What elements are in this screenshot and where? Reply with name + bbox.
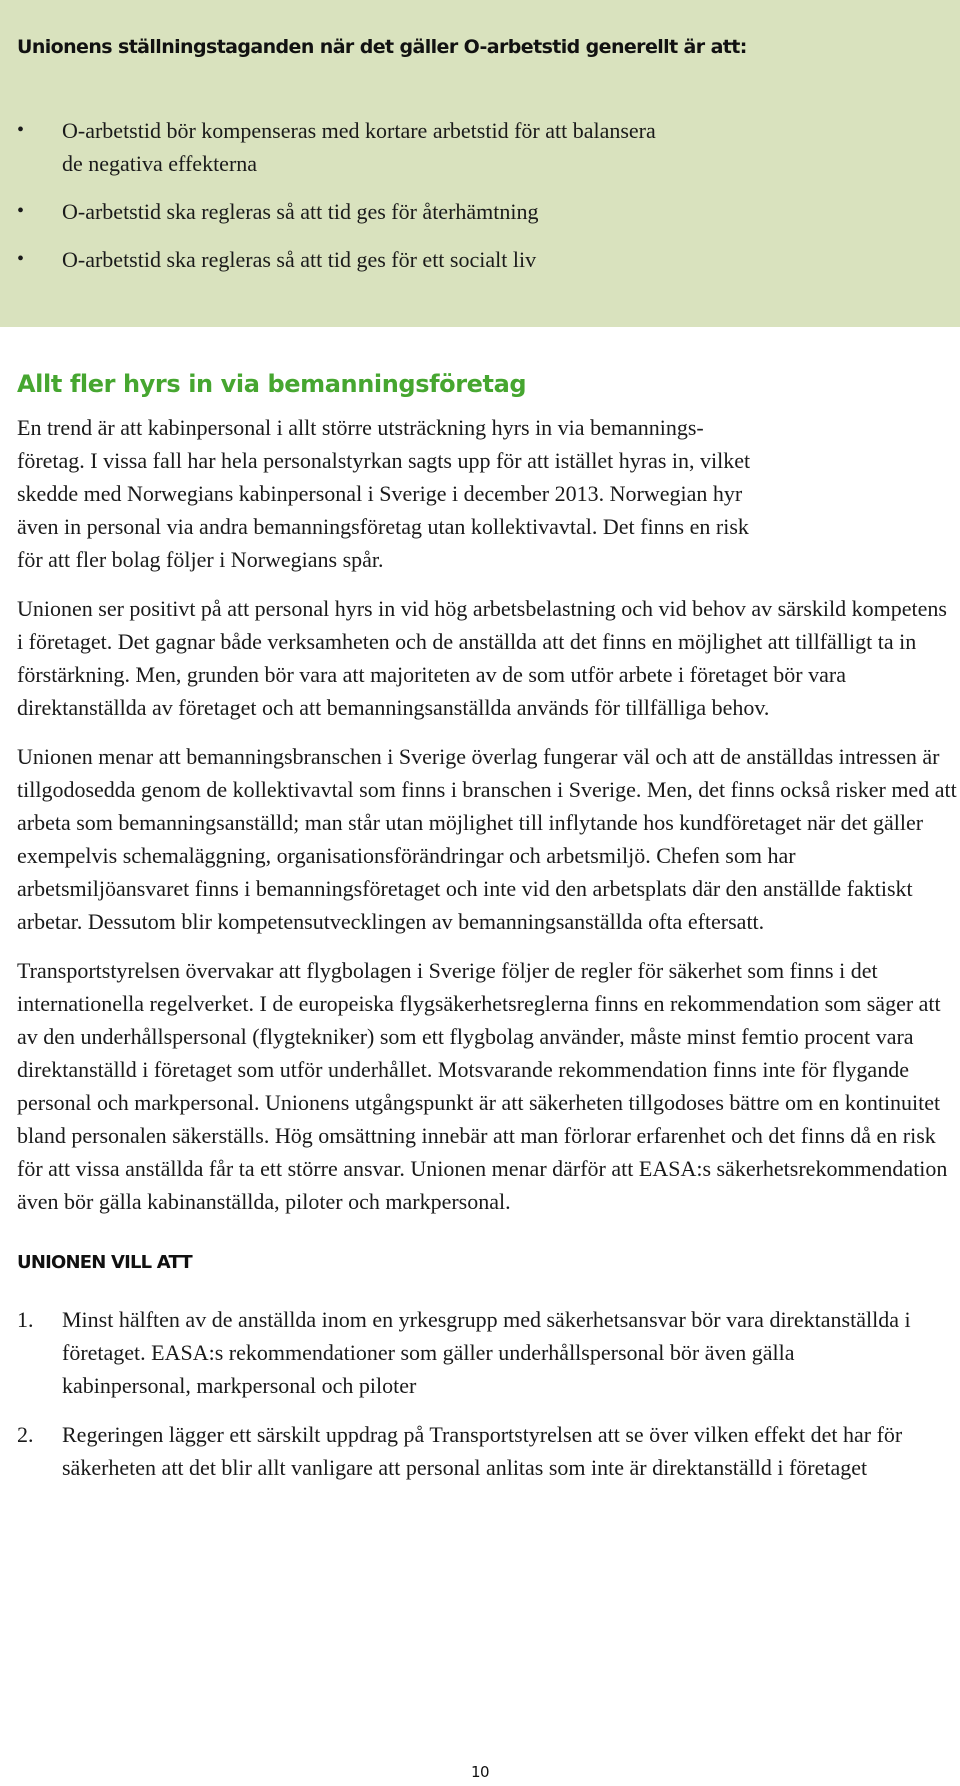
list-item-text: O-arbetstid bör kompenseras med kortare arbetstid för att balansera	[62, 118, 656, 143]
body-text	[17, 411, 957, 1500]
list-number: 1.	[17, 1307, 34, 1332]
box-heading: Unionens ställningstaganden när det gäller O-arbetstid generellt är att:	[17, 36, 747, 58]
box-bullet-list	[0, 114, 900, 291]
page-number: 10	[470, 1763, 490, 1781]
list-item-text: O-arbetstid ska regleras så att tid ges för ett socialt liv	[62, 247, 537, 272]
list-item-text: de negativa effekterna	[62, 151, 258, 176]
paragraph: Unionen ser positivt på att personal hyrs in vid hög arbetsbelastning och vid behov av särskild kompetens i företaget. Det gagnar både verksamheten och de anställda att det finns en möjlighet att tillfälligt ta in förstärkning. Men, grunden bör vara att majoriteten av de som utför arbete i företaget bör vara direktanställda av företaget och att bemanningsanställda används för tillfälliga behov.	[17, 596, 947, 720]
list-item	[0, 243, 900, 276]
list-item	[17, 1303, 917, 1402]
list-item-text: Minst hälften av de anställda inom en yrkesgrupp med säkerhetsansvar bör vara direktanställda i företaget. EASA:s rekommendationer som gäller underhållspersonal bör även gälla kabinpersonal, markpersonal och piloter	[62, 1307, 911, 1398]
paragraph: Unionen menar att bemanningsbranschen i Sverige överlag fungerar väl och att de anställdas intressen är tillgodosedda genom de kollektivavtal som finns i branschen i Sverige. Men, det finns också risker med att arbeta som bemanningsanställd; man står utan möjlighet till inflytande hos kundföretaget när det gäller exempelvis schemaläggning, organisationsförändringar och arbetsmiljö. Chefen som har arbetsmiljöansvaret finns i bemanningsföretaget och inte vid den arbetsplats där den anställde faktiskt arbetar. Dessutom blir kompetensutvecklingen av bemanningsanställda ofta eftersatt.	[17, 744, 957, 934]
paragraph-line: företag. I vissa fall har hela personalstyrkan sagts upp för att istället hyras in, vilket	[17, 448, 751, 473]
paragraph-line: även in personal via andra bemanningsföretag utan kollektivavtal. Det finns en risk	[17, 514, 749, 539]
paragraph-line: En trend är att kabinpersonal i allt större utsträckning hyrs in via bemannings-	[17, 415, 704, 440]
list-item-text: Regeringen lägger ett särskilt uppdrag på Transportstyrelsen att se över vilken effekt det har för säkerheten att det blir allt vanligare att personal anlitas som inte är direktanställd i företaget	[62, 1422, 903, 1480]
section-heading: Allt fler hyrs in via bemanningsföretag	[17, 370, 527, 398]
position-statement-box	[0, 0, 960, 327]
list-item	[17, 1418, 917, 1484]
demands-list	[17, 1303, 917, 1484]
bullet-icon: •	[17, 200, 25, 222]
bullet-icon: •	[17, 248, 25, 270]
paragraph	[17, 411, 957, 576]
list-item	[0, 114, 900, 180]
paragraph-line: skedde med Norwegians kabinpersonal i Sverige i december 2013. Norwegian hyr	[17, 481, 743, 506]
list-item-text: O-arbetstid ska regleras så att tid ges för återhämtning	[62, 199, 539, 224]
list-item	[0, 195, 900, 228]
list-number: 2.	[17, 1422, 34, 1447]
paragraph: Transportstyrelsen övervakar att flygbolagen i Sverige följer de regler för säkerhet som finns i det internationella regelverket. I de europeiska flygsäkerhetsreglerna finns en rekommendation som säger att av den underhållspersonal (flygtekniker) som ett flygbolag använder, måste minst femtio procent vara direktanställd i företaget som utför underhållet. Motsvarande rekommendation finns inte för flygande personal och markpersonal. Unionens utgångspunkt är att säkerheten tillgodoses bättre om en kontinuitet bland personalen säkerställs. Hög omsättning innebär att man förlorar erfarenhet och det finns då en risk för att vissa anställda får ta ett större ansvar. Unionen menar därför att EASA:s säkerhetsrekommendation även bör gälla kabinanställda, piloter och markpersonal.	[17, 958, 948, 1214]
paragraph-line: för att fler bolag följer i Norwegians spår.	[17, 547, 384, 572]
bullet-icon: •	[17, 119, 25, 141]
demands-heading: UNIONEN VILL ATT	[17, 1252, 192, 1273]
